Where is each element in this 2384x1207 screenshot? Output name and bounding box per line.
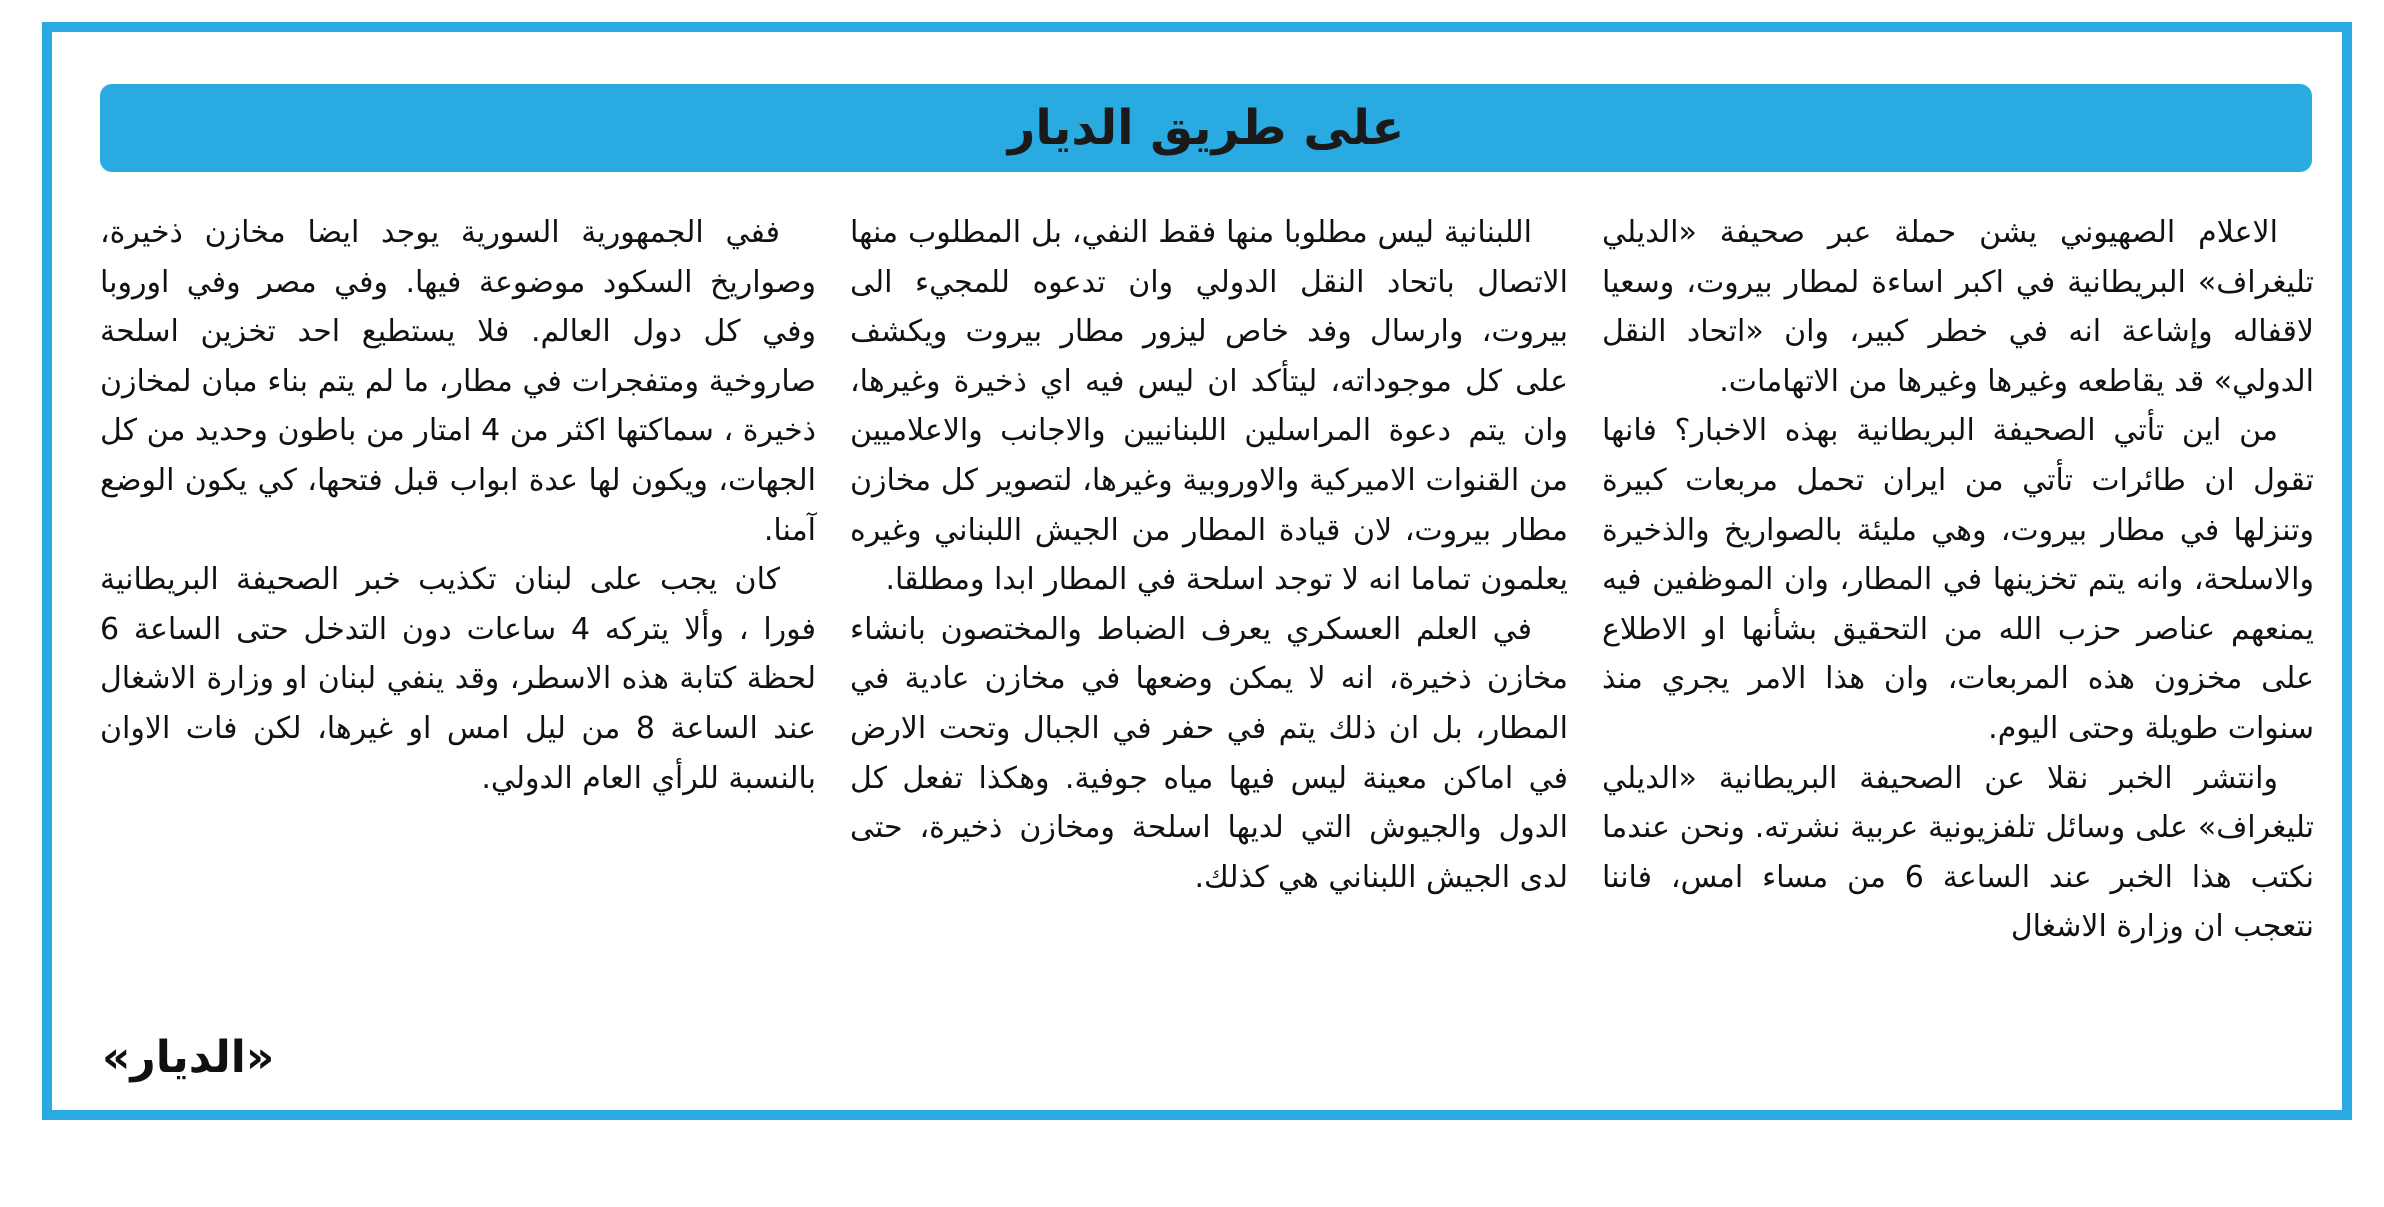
paragraph: كان يجب على لبنان تكذيب خبر الصحيفة البريطانية فورا ، وألا يتركه 4 ساعات دون التدخل حتى الساعة 6 لحظة كتابة هذه الاسطر، وقد ينفي لبنان او وزارة الاشغال عند الساعة 8 من ليل امس او غيرها، لكن فات الاوان بالنسبة للرأي العام الدولي. (100, 562, 816, 796)
article-frame (42, 22, 2352, 1120)
paragraph: اللبنانية ليس مطلوبا منها فقط النفي، بل المطلوب منها الاتصال باتحاد النقل الدولي وان تدعوه للمجيء الى بيروت، وارسال وفد خاص ليزور مطار بيروت ويكشف على كل موجوداته، ليتأكد ان ليس فيه اي ذخيرة وغيرها، وان يتم دعوة المراسلين اللبنانيين والاجانب والاعلاميين من القنوات الاميركية والاوروبية وغيرها، لتصوير كل مخازن مطار بيروت، لان قيادة المطار من الجيش اللبناني وغيره يعلمون تماما انه لا توجد اسلحة في المطار ابدا ومطلقا. (850, 215, 1568, 598)
paragraph: وانتشر الخبر نقلا عن الصحيفة البريطانية «الديلي تليغراف» على وسائل تلفزيونية عربية نشرته. ونحن عندما نكتب هذا الخبر عند الساعة 6 من مساء امس، فاننا نتعجب ان وزارة الاشغال (1602, 760, 2314, 945)
column-left (100, 208, 816, 803)
paragraph: في العلم العسكري يعرف الضباط والمختصون بانشاء مخازن ذخيرة، انه لا يمكن وضعها في مخازن عادية في المطار، بل ان ذلك يتم في حفر في الجبال وتحت الارض في اماكن معينة ليس فيها مياه جوفية. وهكذا تفعل كل الدول والجيوش التي لديها اسلحة ومخازن ذخيرة، حتى لدى الجيش اللبناني هي كذلك. (850, 611, 1568, 895)
signature: «الديار» (102, 1032, 275, 1083)
column-right (1602, 208, 2314, 952)
paragraph: من اين تأتي الصحيفة البريطانية بهذه الاخبار؟ فانها تقول ان طائرات تأتي من ايران تحمل مربعات كبيرة وتنزلها في مطار بيروت، وهي مليئة بالصواريخ والذخيرة والاسلحة، وانه يتم تخزينها في المطار، وان الموظفين فيه يمنعهم عناصر حزب الله من التحقيق بشأنها او الاطلاع على مخزون هذه المربعات، وان هذا الامر يجري منذ سنوات طويلة وحتى اليوم. (1602, 413, 2314, 746)
column-middle (850, 208, 1568, 902)
paragraph: الاعلام الصهيوني يشن حملة عبر صحيفة «الديلي تليغراف» البريطانية في اكبر اساءة لمطار بيروت، وسعيا لاقفاله وإشاعة انه في خطر كبير، وان «اتحاد النقل الدولي» قد يقاطعه وغيرها وغيرها من الاتهامات. (1602, 215, 2314, 399)
title-banner (100, 84, 2312, 172)
paragraph: ففي الجمهورية السورية يوجد ايضا مخازن ذخيرة، وصواريخ السكود موضوعة فيها. وفي مصر وفي اوروبا وفي كل دول العالم. فلا يستطيع احد تخزين اسلحة صاروخية ومتفجرات في مطار، ما لم يتم بناء مبان لمخازن ذخيرة ، سماكتها اكثر من 4 امتار من باطون وحديد من كل الجهات، ويكون لها عدة ابواب قبل فتحها، كي يكون الوضع آمنا. (100, 215, 816, 548)
article-title: على طريق الديار (1007, 100, 1405, 156)
